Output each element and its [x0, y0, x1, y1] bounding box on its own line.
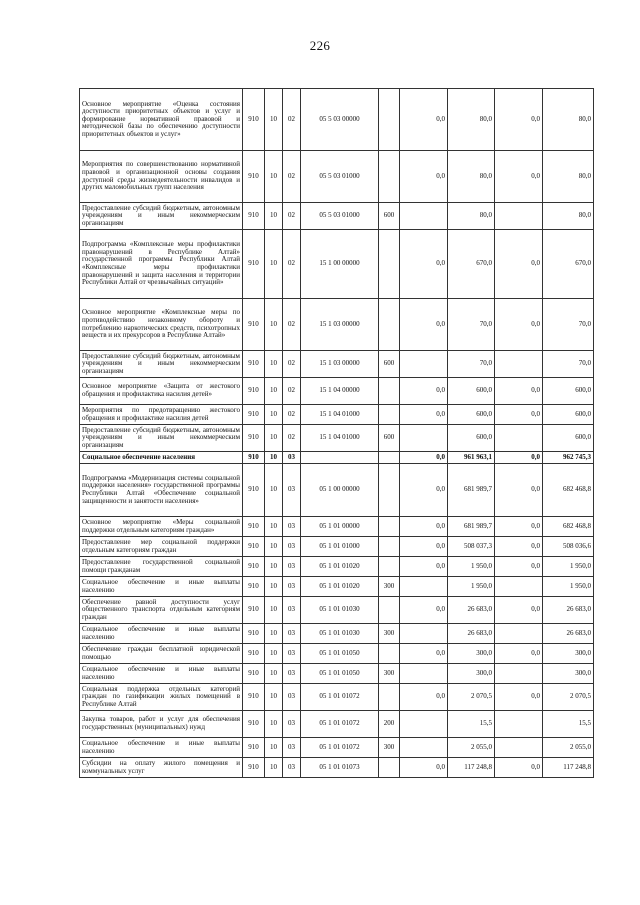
table-row: [80, 151, 594, 203]
table-row: [80, 664, 594, 684]
row-value-1: [400, 203, 448, 230]
row-subsection-code: 02: [283, 203, 301, 230]
row-name: Предоставление государственной социальной помощи гражданам: [80, 557, 243, 577]
row-value-1: 0,0: [400, 230, 448, 299]
row-target-article: 05 5 03 01000: [301, 203, 379, 230]
row-value-1: [400, 351, 448, 378]
row-value-4: 117 248,8: [543, 758, 594, 778]
table-row: [80, 597, 594, 624]
row-name: Предоставление субсидий бюджетным, автономным учреждениям и иным некоммерческим организациям: [80, 425, 243, 452]
row-section-code: 10: [265, 624, 283, 644]
row-expense-type: [379, 644, 400, 664]
table-row: [80, 624, 594, 644]
row-value-4: 300,0: [543, 644, 594, 664]
row-expense-type: [379, 537, 400, 557]
row-expense-type: [379, 758, 400, 778]
row-subsection-code: 03: [283, 517, 301, 537]
row-section-code: 10: [265, 452, 283, 464]
row-expense-type: 200: [379, 711, 400, 738]
row-value-3: 0,0: [495, 299, 543, 351]
row-section-code: 10: [265, 230, 283, 299]
row-expense-type: 600: [379, 203, 400, 230]
row-value-1: [400, 577, 448, 597]
row-name: Предоставление субсидий бюджетным, автономным учреждениям и иным некоммерческим организациям: [80, 203, 243, 230]
row-value-3: 0,0: [495, 405, 543, 425]
row-value-2: 961 963,1: [448, 452, 495, 464]
row-target-article: 05 1 01 01000: [301, 537, 379, 557]
row-value-2: 1 950,0: [448, 557, 495, 577]
row-expense-type: [379, 299, 400, 351]
row-subsection-code: 03: [283, 577, 301, 597]
row-target-article: 05 1 01 01020: [301, 577, 379, 597]
row-value-2: 26 683,0: [448, 597, 495, 624]
row-section-code: 10: [265, 89, 283, 151]
row-value-1: 0,0: [400, 89, 448, 151]
row-target-article: 15 1 03 00000: [301, 351, 379, 378]
row-value-4: 300,0: [543, 664, 594, 684]
row-value-3: [495, 577, 543, 597]
row-target-article: 05 1 01 01050: [301, 644, 379, 664]
row-value-4: 26 683,0: [543, 597, 594, 624]
row-admin-code: 910: [243, 464, 265, 517]
row-value-2: 600,0: [448, 378, 495, 405]
row-expense-type: [379, 557, 400, 577]
table-row: [80, 684, 594, 711]
row-admin-code: 910: [243, 351, 265, 378]
row-value-2: 508 037,3: [448, 537, 495, 557]
row-value-1: 0,0: [400, 758, 448, 778]
row-subsection-code: 03: [283, 758, 301, 778]
table-row: [80, 557, 594, 577]
row-section-code: 10: [265, 299, 283, 351]
row-admin-code: 910: [243, 557, 265, 577]
row-value-1: 0,0: [400, 537, 448, 557]
row-section-code: 10: [265, 537, 283, 557]
row-section-code: 10: [265, 664, 283, 684]
row-value-2: 670,0: [448, 230, 495, 299]
row-value-1: [400, 738, 448, 758]
table-row: [80, 452, 594, 464]
row-name: Обеспечение равной доступности услуг общественного транспорта отдельным категориям граждан: [80, 597, 243, 624]
row-value-1: 0,0: [400, 151, 448, 203]
row-target-article: 15 1 00 00000: [301, 230, 379, 299]
row-value-1: 0,0: [400, 299, 448, 351]
row-admin-code: 910: [243, 517, 265, 537]
row-value-4: 670,0: [543, 230, 594, 299]
row-name: Предоставление мер социальной поддержки отдельным категориям граждан: [80, 537, 243, 557]
row-admin-code: 910: [243, 230, 265, 299]
table-row: [80, 758, 594, 778]
row-value-2: 70,0: [448, 351, 495, 378]
row-value-4: 600,0: [543, 425, 594, 452]
table-row: [80, 378, 594, 405]
row-subsection-code: 02: [283, 89, 301, 151]
row-value-3: 0,0: [495, 597, 543, 624]
row-expense-type: [379, 89, 400, 151]
table-row: [80, 517, 594, 537]
row-value-2: 70,0: [448, 299, 495, 351]
row-expense-type: [379, 517, 400, 537]
row-target-article: 05 1 01 01072: [301, 738, 379, 758]
row-name: Основное мероприятие «Комплексные меры по противодействию незаконному обороту и потреблению наркотических средств, психотропных веществ и их прекурсоров в Республике Алтай»: [80, 299, 243, 351]
row-expense-type: [379, 684, 400, 711]
row-value-4: 682 468,8: [543, 464, 594, 517]
row-value-4: 1 950,0: [543, 557, 594, 577]
row-value-1: 0,0: [400, 464, 448, 517]
row-subsection-code: 03: [283, 738, 301, 758]
row-value-4: 2 070,5: [543, 684, 594, 711]
row-target-article: 05 1 01 01072: [301, 711, 379, 738]
row-value-3: [495, 711, 543, 738]
row-expense-type: [379, 151, 400, 203]
row-subsection-code: 03: [283, 644, 301, 664]
row-value-4: 2 055,0: [543, 738, 594, 758]
row-value-4: 962 745,3: [543, 452, 594, 464]
table-row: [80, 577, 594, 597]
row-subsection-code: 03: [283, 557, 301, 577]
row-value-1: 0,0: [400, 597, 448, 624]
row-value-3: 0,0: [495, 537, 543, 557]
row-value-3: [495, 351, 543, 378]
row-value-1: [400, 664, 448, 684]
row-value-1: [400, 624, 448, 644]
row-value-2: 300,0: [448, 644, 495, 664]
row-value-2: 2 055,0: [448, 738, 495, 758]
row-admin-code: 910: [243, 405, 265, 425]
row-name: Подпрограмма «Комплексные меры профилактики правонарушений в Республике Алтай» государственной программы Республики Алтай «Комплексные меры профилактики правонарушений и защита населения и территории Республики Алтай от чрезвычайных ситуаций»: [80, 230, 243, 299]
row-expense-type: 600: [379, 351, 400, 378]
row-value-3: [495, 664, 543, 684]
row-value-3: 0,0: [495, 151, 543, 203]
row-subsection-code: 03: [283, 684, 301, 711]
row-value-2: 681 989,7: [448, 517, 495, 537]
table-row: [80, 203, 594, 230]
row-name: Субсидии на оплату жилого помещения и коммунальных услуг: [80, 758, 243, 778]
row-admin-code: 910: [243, 684, 265, 711]
row-value-4: 15,5: [543, 711, 594, 738]
table-row: [80, 711, 594, 738]
row-subsection-code: 03: [283, 537, 301, 557]
row-value-3: [495, 624, 543, 644]
row-target-article: 05 1 01 01073: [301, 758, 379, 778]
row-expense-type: [379, 230, 400, 299]
row-name: Социальное обеспечение и иные выплаты населению: [80, 624, 243, 644]
row-name: Подпрограмма «Модернизация системы социальной поддержки населения» государственной программы Республики Алтай «Обеспечение социальной защищенности и занятости населения»: [80, 464, 243, 517]
row-value-4: 70,0: [543, 351, 594, 378]
row-target-article: 15 1 04 00000: [301, 378, 379, 405]
row-expense-type: [379, 378, 400, 405]
row-name: Социальная поддержка отдельных категорий граждан по газификации жилых помещений в Республике Алтай: [80, 684, 243, 711]
row-subsection-code: 02: [283, 405, 301, 425]
row-admin-code: 910: [243, 537, 265, 557]
row-value-3: 0,0: [495, 517, 543, 537]
row-expense-type: 300: [379, 738, 400, 758]
row-section-code: 10: [265, 758, 283, 778]
row-target-article: 05 1 01 01050: [301, 664, 379, 684]
row-section-code: 10: [265, 151, 283, 203]
row-value-4: 80,0: [543, 89, 594, 151]
row-target-article: 15 1 04 01000: [301, 425, 379, 452]
row-admin-code: 910: [243, 758, 265, 778]
row-section-code: 10: [265, 597, 283, 624]
row-value-2: 681 989,7: [448, 464, 495, 517]
row-target-article: 15 1 04 01000: [301, 405, 379, 425]
row-value-2: 80,0: [448, 89, 495, 151]
row-value-2: 300,0: [448, 664, 495, 684]
row-admin-code: 910: [243, 577, 265, 597]
row-name: Социальное обеспечение и иные выплаты населению: [80, 664, 243, 684]
row-value-2: 15,5: [448, 711, 495, 738]
row-subsection-code: 02: [283, 151, 301, 203]
row-value-2: 26 683,0: [448, 624, 495, 644]
row-value-3: [495, 203, 543, 230]
row-value-1: 0,0: [400, 378, 448, 405]
row-value-3: 0,0: [495, 452, 543, 464]
row-section-code: 10: [265, 684, 283, 711]
row-value-4: 70,0: [543, 299, 594, 351]
row-value-4: 80,0: [543, 203, 594, 230]
budget-table: [79, 88, 594, 778]
row-expense-type: [379, 464, 400, 517]
row-value-3: 0,0: [495, 378, 543, 405]
row-value-2: 80,0: [448, 203, 495, 230]
table-row: [80, 537, 594, 557]
row-value-2: 80,0: [448, 151, 495, 203]
row-value-4: 26 683,0: [543, 624, 594, 644]
row-section-code: 10: [265, 378, 283, 405]
row-name: Основное мероприятие «Защита от жестокого обращения и профилактика насилия детей»: [80, 378, 243, 405]
row-subsection-code: 02: [283, 230, 301, 299]
row-admin-code: 910: [243, 425, 265, 452]
row-value-3: 0,0: [495, 557, 543, 577]
row-section-code: 10: [265, 711, 283, 738]
row-subsection-code: 03: [283, 711, 301, 738]
row-name: Предоставление субсидий бюджетным, автономным учреждениям и иным некоммерческим организациям: [80, 351, 243, 378]
row-name: Основное мероприятие «Меры социальной поддержки отдельным категориям граждан»: [80, 517, 243, 537]
row-admin-code: 910: [243, 452, 265, 464]
row-target-article: 05 1 01 00000: [301, 517, 379, 537]
row-name: Мероприятия по предотвращению жестокого обращения и профилактике насилия детей: [80, 405, 243, 425]
row-target-article: 05 5 03 00000: [301, 89, 379, 151]
row-name: Обеспечение граждан бесплатной юридической помощью: [80, 644, 243, 664]
row-admin-code: 910: [243, 738, 265, 758]
row-section-code: 10: [265, 644, 283, 664]
row-expense-type: [379, 452, 400, 464]
row-section-code: 10: [265, 425, 283, 452]
row-value-1: 0,0: [400, 405, 448, 425]
row-subsection-code: 03: [283, 464, 301, 517]
row-admin-code: 910: [243, 151, 265, 203]
row-subsection-code: 03: [283, 624, 301, 644]
row-value-2: 117 248,8: [448, 758, 495, 778]
row-section-code: 10: [265, 405, 283, 425]
row-target-article: 05 1 01 01072: [301, 684, 379, 711]
row-section-code: 10: [265, 557, 283, 577]
row-value-1: [400, 711, 448, 738]
row-section-code: 10: [265, 738, 283, 758]
row-admin-code: 910: [243, 597, 265, 624]
row-value-4: 1 950,0: [543, 577, 594, 597]
row-expense-type: [379, 405, 400, 425]
row-name: Социальное обеспечение населения: [80, 452, 243, 464]
row-section-code: 10: [265, 517, 283, 537]
row-section-code: 10: [265, 464, 283, 517]
table-row: [80, 89, 594, 151]
table-row: [80, 230, 594, 299]
row-value-2: 1 950,0: [448, 577, 495, 597]
row-value-3: 0,0: [495, 758, 543, 778]
table-row: [80, 464, 594, 517]
row-name: Закупка товаров, работ и услуг для обеспечения государственных (муниципальных) нужд: [80, 711, 243, 738]
table-row: [80, 738, 594, 758]
row-subsection-code: 03: [283, 664, 301, 684]
row-target-article: 05 5 03 01000: [301, 151, 379, 203]
row-target-article: 15 1 03 00000: [301, 299, 379, 351]
row-admin-code: 910: [243, 664, 265, 684]
row-admin-code: 910: [243, 624, 265, 644]
row-value-4: 80,0: [543, 151, 594, 203]
row-subsection-code: 02: [283, 299, 301, 351]
row-value-3: [495, 738, 543, 758]
row-expense-type: 300: [379, 577, 400, 597]
row-value-2: 2 070,5: [448, 684, 495, 711]
row-admin-code: 910: [243, 711, 265, 738]
row-value-3: 0,0: [495, 230, 543, 299]
row-target-article: 05 1 01 01030: [301, 624, 379, 644]
row-value-1: [400, 425, 448, 452]
row-section-code: 10: [265, 351, 283, 378]
row-expense-type: 600: [379, 425, 400, 452]
row-value-3: 0,0: [495, 89, 543, 151]
row-value-3: [495, 425, 543, 452]
row-admin-code: 910: [243, 299, 265, 351]
row-section-code: 10: [265, 577, 283, 597]
table-row: [80, 644, 594, 664]
row-value-1: 0,0: [400, 517, 448, 537]
row-value-3: 0,0: [495, 684, 543, 711]
row-value-1: 0,0: [400, 557, 448, 577]
row-value-4: 682 468,8: [543, 517, 594, 537]
row-name: Мероприятия по совершенствованию нормативной правовой и организационной основы создания доступной среды жизнедеятельности инвалидов и других маломобильных групп населения: [80, 151, 243, 203]
row-value-3: 0,0: [495, 464, 543, 517]
table-row: [80, 405, 594, 425]
table-row: [80, 299, 594, 351]
row-expense-type: 300: [379, 624, 400, 644]
row-subsection-code: 02: [283, 351, 301, 378]
row-subsection-code: 03: [283, 597, 301, 624]
row-value-1: 0,0: [400, 684, 448, 711]
row-admin-code: 910: [243, 89, 265, 151]
row-name: Основное мероприятие «Оценка состояния доступности приоритетных объектов и услуг и формирование нормативной правовой и методической базы по обеспечению доступности приоритетных объектов и услуг»: [80, 89, 243, 151]
row-name: Социальное обеспечение и иные выплаты населению: [80, 577, 243, 597]
row-value-4: 508 036,6: [543, 537, 594, 557]
row-target-article: [301, 452, 379, 464]
row-value-1: 0,0: [400, 644, 448, 664]
row-value-2: 600,0: [448, 405, 495, 425]
row-target-article: 05 1 01 01020: [301, 557, 379, 577]
row-value-3: 0,0: [495, 644, 543, 664]
row-expense-type: [379, 597, 400, 624]
row-name: Социальное обеспечение и иные выплаты населению: [80, 738, 243, 758]
row-subsection-code: 02: [283, 378, 301, 405]
page-number: 226: [309, 38, 331, 53]
row-value-1: 0,0: [400, 452, 448, 464]
row-value-2: 600,0: [448, 425, 495, 452]
row-value-4: 600,0: [543, 378, 594, 405]
row-target-article: 05 1 01 01030: [301, 597, 379, 624]
row-subsection-code: 02: [283, 425, 301, 452]
row-subsection-code: 03: [283, 452, 301, 464]
row-value-4: 600,0: [543, 405, 594, 425]
row-expense-type: 300: [379, 664, 400, 684]
table-row: [80, 351, 594, 378]
row-section-code: 10: [265, 203, 283, 230]
row-target-article: 05 1 00 00000: [301, 464, 379, 517]
row-admin-code: 910: [243, 378, 265, 405]
row-admin-code: 910: [243, 644, 265, 664]
row-admin-code: 910: [243, 203, 265, 230]
table-row: [80, 425, 594, 452]
